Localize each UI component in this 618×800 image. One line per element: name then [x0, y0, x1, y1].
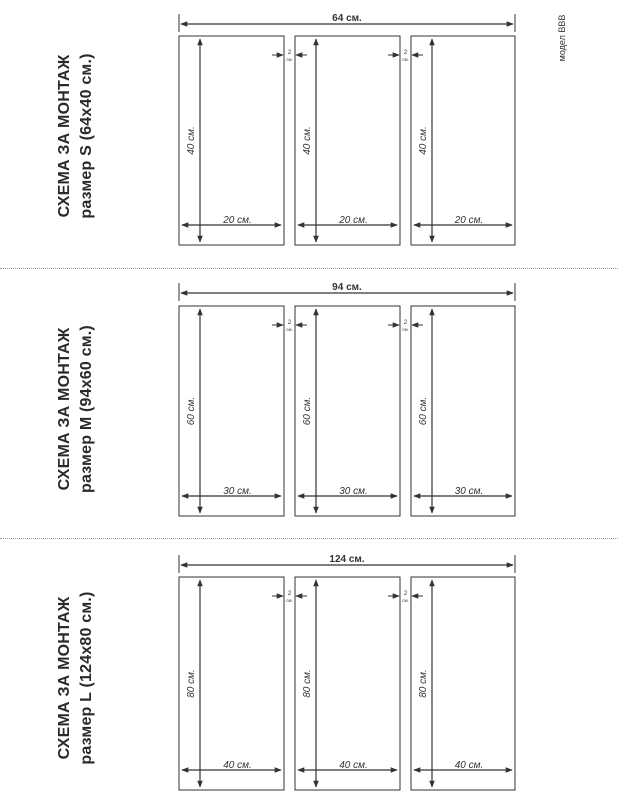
- scheme-group: [179, 13, 515, 245]
- gap-value-label: 2: [403, 591, 408, 597]
- gap-unit-label: см.: [286, 57, 293, 62]
- panel-width-label: 20 см.: [454, 215, 484, 226]
- gap-value-label: 2: [287, 320, 292, 326]
- gap-value-label: 2: [287, 50, 292, 56]
- gap-unit-label: см.: [402, 327, 409, 332]
- panel-height-label: 80 см.: [418, 669, 429, 698]
- panel-height-label: 60 см.: [418, 396, 429, 426]
- scheme-m-title-line1: СХЕМА ЗА МОНТАЖ: [56, 327, 73, 491]
- panel-width-label: 40 см.: [223, 760, 252, 771]
- scheme-s-title-line2: размер S (64x40 см.): [78, 53, 95, 219]
- panel-height-label: 80 см.: [302, 669, 313, 698]
- panel-width-label: 20 см.: [339, 215, 368, 226]
- scheme-s-title-line1: СХЕМА ЗА МОНТАЖ: [56, 54, 73, 218]
- gap-value-label: 2: [403, 50, 408, 56]
- panel-width-label: 40 см.: [454, 760, 484, 771]
- panel-width-label: 30 см.: [454, 486, 484, 497]
- panel-height-label: 40 см.: [302, 126, 313, 155]
- gap-unit-label: см.: [402, 57, 409, 62]
- panel-width-label: 30 см.: [223, 486, 252, 497]
- gap-unit-label: см.: [286, 598, 293, 603]
- scheme-m-title-line2: размер M (94x60 см.): [78, 325, 95, 493]
- panel-height-label: 60 см.: [186, 396, 197, 426]
- total-width-label: 94 см.: [332, 282, 362, 293]
- model-label: модел BBB: [557, 14, 567, 62]
- panel-width-label: 40 см.: [339, 760, 368, 771]
- gap-unit-label: см.: [402, 598, 409, 603]
- scheme-l-title-line2: размер L (124x80 см.): [78, 591, 95, 765]
- scheme-group: [179, 282, 515, 516]
- gap-value-label: 2: [403, 320, 408, 326]
- panel-height-label: 40 см.: [186, 126, 197, 155]
- panel-width-label: 20 см.: [223, 215, 252, 226]
- gap-unit-label: см.: [286, 327, 293, 332]
- gap-value-label: 2: [287, 591, 292, 597]
- total-width-label: 124 см.: [329, 554, 365, 565]
- scheme-group: [179, 554, 515, 790]
- panel-height-label: 80 см.: [186, 669, 197, 698]
- panel-width-label: 30 см.: [339, 486, 368, 497]
- panel-height-label: 40 см.: [418, 126, 429, 155]
- panel-height-label: 60 см.: [302, 396, 313, 426]
- total-width-label: 64 см.: [332, 13, 362, 24]
- scheme-l-title-line1: СХЕМА ЗА МОНТАЖ: [56, 596, 73, 760]
